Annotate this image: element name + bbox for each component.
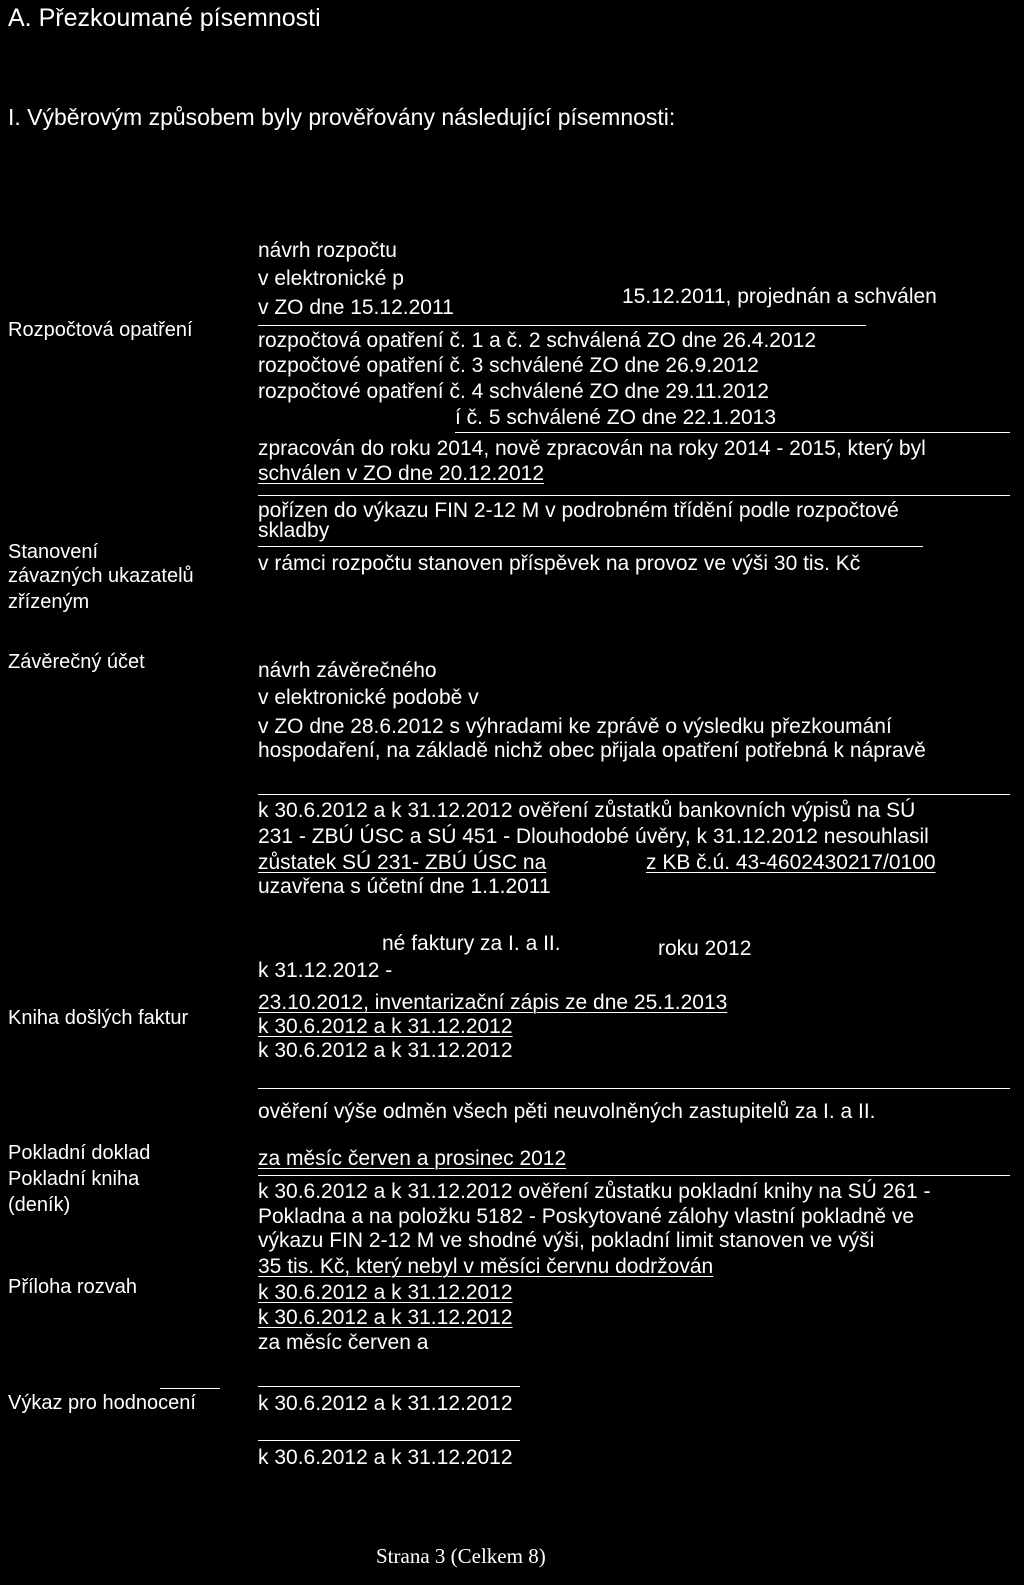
table-rule <box>258 1386 520 1387</box>
table-rule <box>258 1088 1010 1089</box>
doc-line: k 30.6.2012 a k 31.12.2012 <box>258 1015 513 1038</box>
doc-line: roku 2012 <box>658 937 752 960</box>
label-priloha-rozvah: Příloha rozvah <box>8 1276 137 1298</box>
table-rule <box>258 325 866 326</box>
doc-line: né faktury za I. a II. <box>382 932 561 955</box>
label-pokladni-kniha-2: (deník) <box>8 1194 71 1216</box>
doc-line: 23.10.2012, inventarizační zápis ze dne 25.1.2013 <box>258 991 728 1014</box>
doc-line: rozpočtové opatření č. 3 schválené ZO dne 26.9.2012 <box>258 354 759 377</box>
doc-line: 231 - ZBÚ ÚSC a SÚ 451 - Dlouhodobé úvěry, k 31.12.2012 nesouhlasil <box>258 825 929 848</box>
doc-line: k 30.6.2012 a k 31.12.2012 <box>258 1392 513 1415</box>
doc-line: rozpočtové opatření č. 4 schválené ZO dne 29.11.2012 <box>258 380 769 403</box>
section-heading: A. Přezkoumané písemnosti <box>8 4 321 32</box>
doc-line: k 30.6.2012 a k 31.12.2012 ověření zůstatku pokladní knihy na SÚ 261 - <box>258 1180 931 1203</box>
doc-line: uzavřena s účetní dne 1.1.2011 <box>258 875 551 898</box>
doc-line: zpracován do roku 2014, nově zpracován na roky 2014 - 2015, který byl <box>258 437 926 460</box>
doc-line: v rámci rozpočtu stanoven příspěvek na provoz ve výši 30 tis. Kč <box>258 552 861 575</box>
doc-line: návrh rozpočtu <box>258 239 397 262</box>
doc-line: pořízen do výkazu FIN 2-12 M v podrobném třídění podle rozpočtové <box>258 499 899 522</box>
doc-line: k 30.6.2012 a k 31.12.2012 <box>258 1306 513 1329</box>
label-stanoveni-1: Stanovení <box>8 541 99 563</box>
label-zaverecny-ucet: Závěrečný účet <box>8 651 145 673</box>
doc-line: 15.12.2011, projednán a schválen <box>622 285 937 308</box>
doc-line: k 30.6.2012 a k 31.12.2012 <box>258 1281 513 1304</box>
doc-line: v elektronické p <box>258 267 404 290</box>
doc-line: výkazu FIN 2-12 M ve shodné výši, pokladní limit stanoven ve výši <box>258 1229 875 1252</box>
doc-line: za měsíc červen a <box>258 1331 429 1354</box>
doc-line: ověření výše odměn všech pěti neuvolněných zastupitelů za I. a II. <box>258 1100 876 1123</box>
table-rule <box>160 1388 220 1389</box>
table-rule <box>258 1175 1010 1176</box>
doc-line: v ZO dne 15.12.2011 <box>258 296 454 319</box>
doc-line: í č. 5 schválené ZO dne 22.1.2013 <box>455 406 777 429</box>
table-rule <box>455 432 1010 433</box>
section-subheading: I. Výběrovým způsobem byly prověřovány následující písemnosti: <box>8 104 676 130</box>
doc-line: Pokladna a na položku 5182 - Poskytované zálohy vlastní pokladně ve <box>258 1205 915 1228</box>
label-pokladni-kniha-1: Pokladní kniha <box>8 1168 140 1190</box>
table-rule <box>258 546 923 547</box>
page-number: Strana 3 (Celkem 8) <box>376 1544 546 1568</box>
doc-line: v ZO dne 28.6.2012 s výhradami ke zprávě o výsledku přezkoumání <box>258 715 892 738</box>
doc-line: k 30.6.2012 a k 31.12.2012 <box>258 1039 513 1062</box>
label-stanoveni-3: zřízeným <box>8 591 90 613</box>
doc-line: rozpočtová opatření č. 1 a č. 2 schválená ZO dne 26.4.2012 <box>258 329 817 352</box>
label-kniha-faktur: Kniha došlých faktur <box>8 1007 189 1029</box>
doc-line: skladby <box>258 519 330 542</box>
doc-line: zůstatek SÚ 231- ZBÚ ÚSC na <box>258 851 547 874</box>
doc-line: návrh závěrečného <box>258 659 437 682</box>
doc-line: v elektronické podobě v <box>258 686 479 709</box>
table-rule <box>258 1440 520 1441</box>
label-vykaz: Výkaz pro hodnocení <box>8 1392 196 1414</box>
table-rule <box>258 495 1010 496</box>
doc-line: z KB č.ú. 43-4602430217/0100 <box>646 851 936 874</box>
label-stanoveni-2: závazných ukazatelů <box>8 565 194 587</box>
doc-line: k 30.6.2012 a k 31.12.2012 <box>258 1446 513 1469</box>
doc-line: hospodaření, na základě nichž obec přijala opatření potřebná k nápravě <box>258 739 926 762</box>
doc-line: za měsíc červen a prosinec 2012 <box>258 1147 567 1170</box>
doc-line: schválen v ZO dne 20.12.2012 <box>258 462 545 485</box>
table-rule <box>258 794 1010 795</box>
doc-line: k 31.12.2012 - <box>258 959 393 982</box>
doc-line: 35 tis. Kč, který nebyl v měsíci červnu dodržován <box>258 1255 714 1278</box>
label-pokladni-doklad: Pokladní doklad <box>8 1142 151 1164</box>
label-rozpoctova-opatreni: Rozpočtová opatření <box>8 319 193 341</box>
doc-line: k 30.6.2012 a k 31.12.2012 ověření zůstatků bankovních výpisů na SÚ <box>258 799 916 822</box>
